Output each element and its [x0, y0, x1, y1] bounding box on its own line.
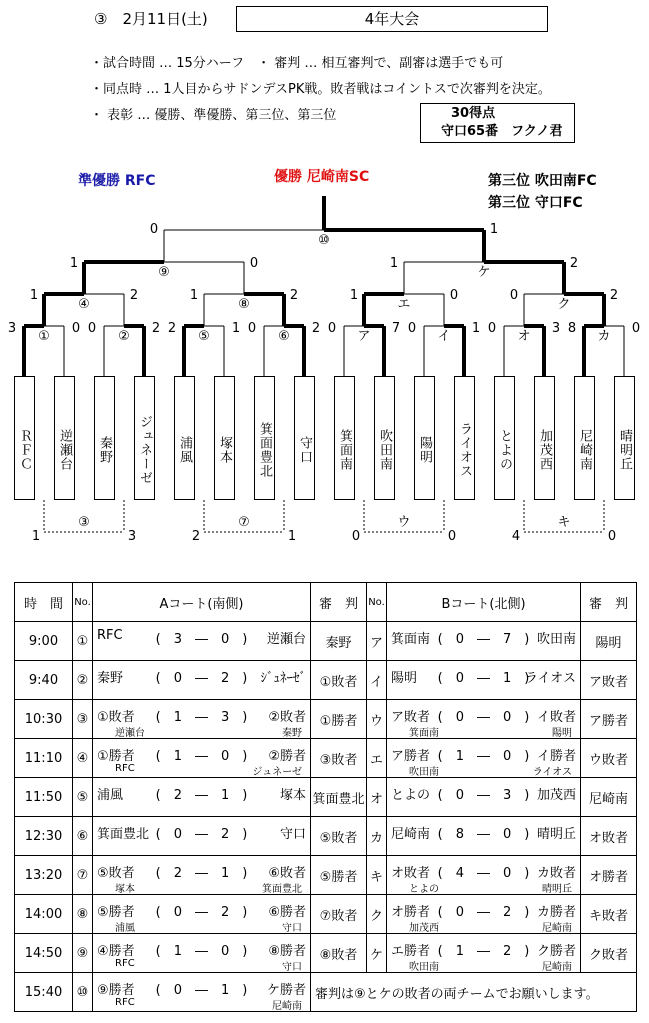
table-row — [15, 856, 637, 895]
header-court-a: Aコート(南側) — [93, 583, 311, 622]
match-score: ( 4 ― 0 ) — [437, 866, 530, 881]
team-a: RFC — [97, 628, 123, 643]
score-label: 0 — [149, 222, 159, 237]
score-label: 3 — [127, 529, 137, 544]
score-label: 2 — [167, 321, 177, 336]
score-label: 2 — [609, 288, 619, 303]
match-no-b: キ — [367, 856, 387, 895]
team-a-sub: 加茂西 — [409, 923, 439, 934]
table-row — [15, 895, 637, 934]
referee-b: ウ敗者 — [581, 739, 637, 778]
time-cell: 11:10 — [15, 739, 73, 778]
court-a-match — [93, 895, 311, 934]
match-no-a: ③ — [73, 700, 93, 739]
referee-b: オ敗者 — [581, 817, 637, 856]
court-a-match — [93, 934, 311, 973]
team-b-sub: 晴明丘 — [542, 884, 572, 895]
match-no-a: ⑨ — [73, 934, 93, 973]
table-row — [15, 700, 637, 739]
score-label: 0 — [351, 529, 361, 544]
team-a: ⑤敗者 — [97, 866, 135, 881]
time-cell: 9:00 — [15, 622, 73, 661]
match-score: ( 0 ― 2 ) — [155, 671, 248, 686]
score-label: 0 — [247, 321, 257, 336]
team-a: ア勝者 — [391, 749, 431, 764]
match-score: ( 1 ― 0 ) — [155, 749, 248, 764]
team-b-sub: ライオス — [532, 767, 572, 778]
match-label: カ — [597, 329, 611, 344]
match-score: ( 3 ― 0 ) — [155, 632, 248, 647]
team-b: 逆瀬台 — [266, 632, 306, 647]
referee-a: ⑤敗者 — [311, 817, 367, 856]
match-no-b: イ — [367, 661, 387, 700]
court-b-match — [387, 661, 581, 700]
team-box: 晴明丘 — [614, 376, 635, 500]
team-box: とよの — [494, 376, 515, 500]
team-b: ｼﾞｭﾈｰｾﾞ — [260, 671, 306, 686]
team-b: ⑥勝者 — [268, 905, 306, 920]
team-a: オ勝者 — [391, 905, 431, 920]
team-a: ④勝者 — [97, 944, 135, 959]
match-no-a: ② — [73, 661, 93, 700]
score-label: 2 — [151, 321, 161, 336]
match-label: イ — [437, 329, 451, 344]
score-label: 1 — [31, 529, 41, 544]
team-a: 秦野 — [97, 671, 124, 686]
score-label: 2 — [129, 288, 139, 303]
referee-a: 箕面豊北 — [311, 778, 367, 817]
team-a: 箕面南 — [391, 632, 431, 647]
score-label: 0 — [509, 288, 519, 303]
score-label: 0 — [607, 529, 617, 544]
team-b-sub: 箕面豊北 — [262, 884, 302, 895]
team-b: ク勝者 — [536, 944, 576, 959]
table-row — [15, 817, 637, 856]
referee-b: オ勝者 — [581, 856, 637, 895]
court-a-match — [93, 817, 311, 856]
team-b-sub: 尼崎南 — [542, 962, 572, 973]
time-cell: 11:50 — [15, 778, 73, 817]
score-label: 1 — [349, 288, 359, 303]
match-label: ① — [38, 329, 50, 344]
match-label: ア — [357, 329, 371, 344]
team-b: 加茂西 — [536, 788, 576, 803]
referee-a: ⑦敗者 — [311, 895, 367, 934]
court-a-match — [93, 739, 311, 778]
team-a: ⑨勝者 — [97, 983, 135, 998]
table-row — [15, 739, 637, 778]
score-label: 1 — [389, 256, 399, 271]
match-score: ( 2 ― 1 ) — [155, 788, 248, 803]
team-b: カ敗者 — [536, 866, 576, 881]
time-cell: 15:40 — [15, 973, 73, 1012]
score-label: 1 — [231, 321, 241, 336]
third-place-2: 第三位 守口FC — [488, 195, 583, 211]
team-b-sub: 尼崎南 — [542, 923, 572, 934]
top-scorer-player: 守口65番 フクノ君 — [441, 124, 563, 139]
referee-a: ①勝者 — [311, 700, 367, 739]
third-place-1: 第三位 吹田南FC — [488, 173, 597, 189]
match-score: ( 1 ― 3 ) — [155, 710, 248, 725]
tournament-title: 4年大会 — [236, 6, 548, 32]
final-note: 審判は⑨とケの敗者の両チームでお願いします。 — [311, 973, 637, 1012]
team-a: ①勝者 — [97, 749, 135, 764]
team-a: ①敗者 — [97, 710, 135, 725]
schedule-table — [14, 582, 637, 1012]
team-b-sub: 守口 — [282, 962, 302, 973]
court-b-match — [387, 739, 581, 778]
team-a-sub: とよの — [409, 884, 439, 895]
match-score: ( 0 ― 1 ) — [155, 983, 248, 998]
header-court-b: Bコート(北側) — [387, 583, 581, 622]
table-row-final — [15, 973, 637, 1012]
referee-b: ア敗者 — [581, 661, 637, 700]
referee-b: ア勝者 — [581, 700, 637, 739]
team-a-sub: 逆瀬台 — [115, 728, 145, 739]
match-score: ( 0 ― 2 ) — [155, 827, 248, 842]
match-no-b: エ — [367, 739, 387, 778]
referee-a: ⑧敗者 — [311, 934, 367, 973]
team-a-sub: 塚本 — [115, 884, 135, 895]
team-a: 浦風 — [97, 788, 124, 803]
team-a: ⑤勝者 — [97, 905, 135, 920]
match-label: ⑤ — [198, 329, 210, 344]
court-b-match — [387, 700, 581, 739]
team-b: イ敗者 — [536, 710, 576, 725]
event-number: ③ 2月11日(土) — [94, 10, 208, 28]
runner-up-label: 準優勝 RFC — [78, 173, 156, 189]
court-a-match — [93, 661, 311, 700]
team-a-sub: RFC — [115, 958, 135, 969]
court-a-match — [93, 622, 311, 661]
score-label: 2 — [311, 321, 321, 336]
court-b-match — [387, 778, 581, 817]
match-score: ( 0 ― 7 ) — [437, 632, 530, 647]
team-a-sub: RFC — [115, 997, 135, 1008]
note-tiebreak: ・同点時 … 1人目からサドンデスPK戦。敗者戦はコイントスで次審判を決定。 — [90, 82, 551, 97]
team-b: ②敗者 — [268, 710, 306, 725]
score-label: 2 — [191, 529, 201, 544]
table-header-row — [15, 583, 637, 622]
match-no-a: ⑩ — [73, 973, 93, 1012]
team-b-sub: 守口 — [282, 923, 302, 934]
team-b-sub: 陽明 — [552, 728, 572, 739]
court-b-match — [387, 622, 581, 661]
team-a-sub: 浦風 — [115, 923, 135, 934]
team-box: ジュネーゼ — [134, 376, 155, 500]
court-a-match — [93, 856, 311, 895]
team-b: 吹田南 — [536, 632, 576, 647]
match-score: ( 0 ― 0 ) — [437, 710, 530, 725]
team-box: ライオス — [454, 376, 475, 500]
team-box: ＲＦＣ — [14, 376, 35, 500]
header-no-b: No. — [367, 583, 387, 622]
court-a-match — [93, 700, 311, 739]
team-b-sub: ジュネーゼ — [252, 767, 302, 778]
table-row — [15, 778, 637, 817]
match-no-a: ⑦ — [73, 856, 93, 895]
team-b: ライオス — [524, 671, 576, 686]
team-a-sub: RFC — [115, 763, 135, 774]
match-label: エ — [397, 297, 411, 312]
match-score: ( 2 ― 1 ) — [155, 866, 248, 881]
team-a-sub: 箕面南 — [409, 728, 439, 739]
note-rules: ・試合時間 … 15分ハーフ ・ 審判 … 相互審判で、副審は選手でも可 — [90, 56, 504, 71]
consolation-label: ⑦ — [238, 515, 250, 530]
time-cell: 10:30 — [15, 700, 73, 739]
referee-a: ⑤勝者 — [311, 856, 367, 895]
time-cell: 9:40 — [15, 661, 73, 700]
table-row — [15, 934, 637, 973]
time-cell: 12:30 — [15, 817, 73, 856]
match-score: ( 0 ― 3 ) — [437, 788, 530, 803]
team-box: 守口 — [294, 376, 315, 500]
team-b: ケ勝者 — [266, 983, 306, 998]
team-b: ⑥敗者 — [268, 866, 306, 881]
score-label: 2 — [569, 256, 579, 271]
champion-label: 優勝 尼崎南SC — [274, 169, 370, 185]
team-box: 逆瀬台 — [54, 376, 75, 500]
team-b: 守口 — [279, 827, 306, 842]
court-a-match — [93, 778, 311, 817]
score-label: 8 — [567, 321, 577, 336]
match-label: ⑧ — [238, 297, 250, 312]
team-b: ②勝者 — [268, 749, 306, 764]
score-label: 7 — [391, 321, 401, 336]
team-a-sub: 吹田南 — [409, 962, 439, 973]
match-no-a: ⑧ — [73, 895, 93, 934]
score-label: 3 — [7, 321, 17, 336]
score-label: 0 — [71, 321, 81, 336]
score-label: 0 — [447, 529, 457, 544]
note-awards: ・ 表彰 … 優勝、準優勝、第三位、第三位 — [90, 108, 337, 123]
score-label: 1 — [189, 288, 199, 303]
match-label: ケ — [477, 265, 491, 280]
table-row — [15, 622, 637, 661]
court-b-match — [387, 856, 581, 895]
team-a: 陽明 — [391, 671, 418, 686]
score-label: 2 — [289, 288, 299, 303]
match-score: ( 1 ― 2 ) — [437, 944, 530, 959]
time-cell: 14:00 — [15, 895, 73, 934]
team-box: 陽明 — [414, 376, 435, 500]
team-b-sub: 秦野 — [282, 728, 302, 739]
team-b: カ勝者 — [536, 905, 576, 920]
match-no-b: ケ — [367, 934, 387, 973]
referee-a: 秦野 — [311, 622, 367, 661]
team-a: 箕面豊北 — [97, 827, 150, 842]
team-box: 箕面南 — [334, 376, 355, 500]
match-no-a: ① — [73, 622, 93, 661]
match-no-a: ⑤ — [73, 778, 93, 817]
team-box: 吹田南 — [374, 376, 395, 500]
match-label: ④ — [78, 297, 90, 312]
header-referee-a: 審 判 — [311, 583, 367, 622]
team-b: ⑧勝者 — [268, 944, 306, 959]
team-box: 浦風 — [174, 376, 195, 500]
score-label: 1 — [471, 321, 481, 336]
time-cell: 13:20 — [15, 856, 73, 895]
referee-b: ク敗者 — [581, 934, 637, 973]
match-label: ② — [118, 329, 130, 344]
team-b-sub: 尼崎南 — [272, 1001, 302, 1012]
court-a-match — [93, 973, 311, 1012]
match-score: ( 8 ― 0 ) — [437, 827, 530, 842]
match-label: オ — [517, 329, 531, 344]
team-a: 尼崎南 — [391, 827, 431, 842]
court-b-match — [387, 817, 581, 856]
match-score: ( 1 ― 0 ) — [155, 944, 248, 959]
header-no-a: No. — [73, 583, 93, 622]
referee-b: 尼崎南 — [581, 778, 637, 817]
match-label: ⑩ — [318, 233, 330, 248]
top-scorer-points: 30得点 — [451, 106, 496, 121]
score-label: 1 — [287, 529, 297, 544]
consolation-label: ③ — [78, 515, 90, 530]
court-b-match — [387, 895, 581, 934]
consolation-label: ウ — [397, 515, 411, 530]
team-a-sub: 吹田南 — [409, 767, 439, 778]
header-time: 時 間 — [15, 583, 73, 622]
consolation-label: キ — [557, 515, 571, 530]
team-box: 加茂西 — [534, 376, 555, 500]
match-score: ( 0 ― 1 ) — [437, 671, 530, 686]
score-label: 1 — [69, 256, 79, 271]
header-referee-b: 審 判 — [581, 583, 637, 622]
team-a: エ勝者 — [391, 944, 431, 959]
score-label: 1 — [489, 222, 499, 237]
team-box: 箕面豊北 — [254, 376, 275, 500]
team-box: 秦野 — [94, 376, 115, 500]
match-score: ( 1 ― 0 ) — [437, 749, 530, 764]
score-label: 4 — [511, 529, 521, 544]
score-label: 0 — [631, 321, 641, 336]
team-a: とよの — [391, 788, 431, 803]
score-label: 0 — [327, 321, 337, 336]
match-score: ( 0 ― 2 ) — [155, 905, 248, 920]
team-b: 晴明丘 — [536, 827, 576, 842]
match-no-b: カ — [367, 817, 387, 856]
court-b-match — [387, 934, 581, 973]
match-no-b: オ — [367, 778, 387, 817]
team-box: 尼崎南 — [574, 376, 595, 500]
score-label: 0 — [487, 321, 497, 336]
match-no-b: ア — [367, 622, 387, 661]
table-row — [15, 661, 637, 700]
team-a: オ敗者 — [391, 866, 431, 881]
match-label: ク — [557, 297, 571, 312]
score-label: 3 — [551, 321, 561, 336]
score-label: 0 — [449, 288, 459, 303]
score-label: 0 — [87, 321, 97, 336]
score-label: 0 — [407, 321, 417, 336]
score-label: 0 — [249, 256, 259, 271]
match-no-b: ク — [367, 895, 387, 934]
team-b: 塚本 — [279, 788, 306, 803]
match-score: ( 0 ― 2 ) — [437, 905, 530, 920]
referee-b: 陽明 — [581, 622, 637, 661]
match-no-a: ⑥ — [73, 817, 93, 856]
time-cell: 14:50 — [15, 934, 73, 973]
match-no-a: ④ — [73, 739, 93, 778]
match-label: ⑨ — [158, 265, 170, 280]
referee-a: ③敗者 — [311, 739, 367, 778]
score-label: 1 — [29, 288, 39, 303]
team-b: イ勝者 — [536, 749, 576, 764]
team-a: ア敗者 — [391, 710, 431, 725]
team-box: 塚本 — [214, 376, 235, 500]
referee-b: キ敗者 — [581, 895, 637, 934]
referee-a: ①敗者 — [311, 661, 367, 700]
match-label: ⑥ — [278, 329, 290, 344]
match-no-b: ウ — [367, 700, 387, 739]
